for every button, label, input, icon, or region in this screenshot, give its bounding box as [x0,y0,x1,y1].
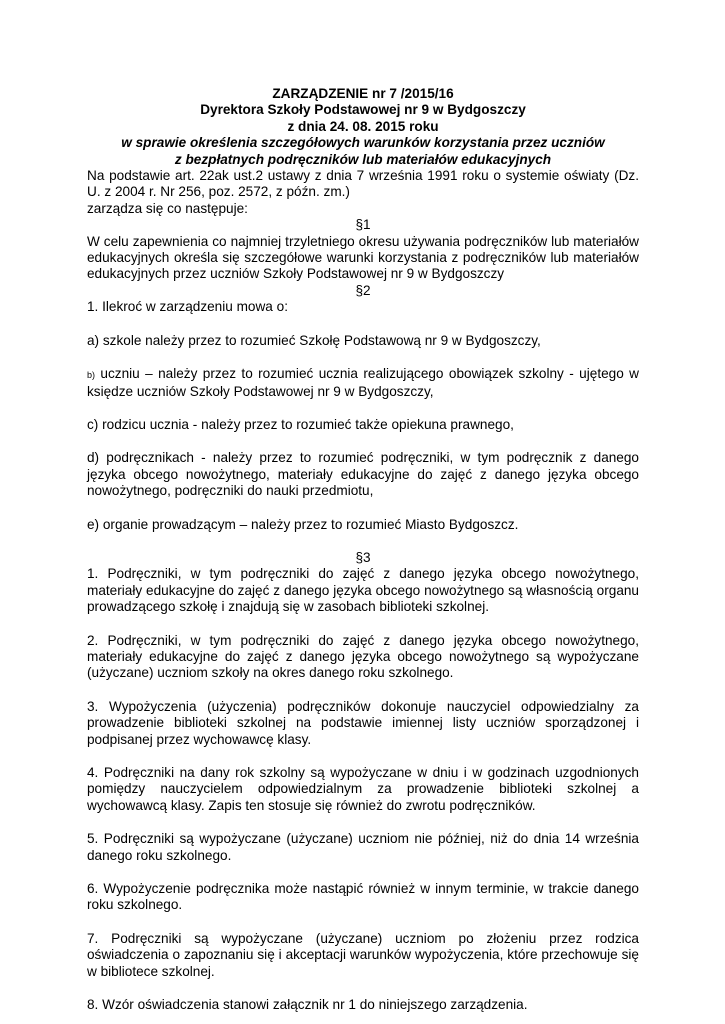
section-3-point-5: 5. Podręczniki są wypożyczane (użyczane) uczniom nie później, niż do dnia 14 września danego roku szkolnego. [87,831,639,863]
section-3-point-4: 4. Podręczniki na dany rok szkolny są wypożyczane w dniu i w godzinach uzgodnionych pomiędzy nauczycielem odpowiedzialnym za prowadzenie biblioteki szkolnej a wychowawcą klasy. Zapis ten stosuje się również do zwrotu podręczników. [87,765,639,813]
spacer [87,814,639,831]
spacer [87,349,639,366]
definition-d: d) podręcznikach - należy przez to rozumieć podręczniki, w tym podręcznik z danego języka obcego nowożytnego, materiały edukacyjne do zajęć z danego języka obcego nowożytnego, podręczniki do nauki przedmiotu, [87,450,639,499]
section-3-sign: §3 [355,549,371,565]
spacer [87,980,639,997]
spacer [87,914,639,931]
document-header [87,86,639,168]
spacer [87,864,639,881]
section-3-point-8: 8. Wzór oświadczenia stanowi załącznik nr 1 do niniejszego zarządzenia. [87,997,528,1013]
header-title: ZARZĄDZENIE nr 7 /2015/16 [272,86,454,101]
spacer [87,616,639,633]
definition-b [87,366,639,400]
spacer [87,533,639,550]
section-2-sign: §2 [355,282,371,298]
spacer [87,500,639,517]
definition-b-text: uczniu – należy przez to rozumieć ucznia realizującego obowiązek szkolny - ujętego w księdze uczniów Szkoły Podstawowej nr 9 w Bydgoszczy, [87,366,639,399]
spacer [87,748,639,765]
definition-b-label: b) [87,370,96,381]
section-3-point-6: 6. Wypożyczenie podręcznika może nastąpić również w innym terminie, w trakcie danego roku szkolnego. [87,881,639,913]
header-subject-line2: z bezpłatnych podręczników lub materiałów edukacyjnych [174,151,552,167]
definition-a: a) szkole należy przez to rozumieć Szkołę Podstawową nr 9 w Bydgoszczy, [87,332,541,348]
header-issuer: Dyrektora Szkoły Podstawowej nr 9 w Bydgoszczy [200,102,526,118]
spacer [87,433,639,450]
section-1-text: W celu zapewnienia co najmniej trzyletniego okresu używania podręczników lub materiałów edukacyjnych określa się szczegółowe warunki korzystania z podręczników lub materiałów edukacyjnych przez uczniów Szkoły Podstawowej nr 9 w Bydgoszczy [87,233,639,282]
section-2-intro: 1. Ilekroć w zarządzeniu mowa o: [87,299,288,315]
section-3-point-2: 2. Podręczniki, w tym podręczniki do zajęć z danego języka obcego nowożytnego, materiały edukacyjne do zajęć z danego języka obcego nowożytnego są wypożyczane (użyczane) uczniom szkoły na okres danego roku szkolnego. [87,632,639,681]
spacer [87,682,639,699]
spacer [87,400,639,417]
section-3-point-7: 7. Podręczniki są wypożyczane (użyczane) uczniom po złożeniu przez rodzica oświadczenia o zapoznaniu się i akceptacji warunków wypożyczenia, które przechowuje się w bibliotece szkolnej. [87,930,639,979]
document-body [87,86,639,1013]
section-3-point-1: 1. Podręczniki, w tym podręczniki do zajęć z danego języka obcego nowożytnego, materiały edukacyjne do zajęć z danego języka obcego nowożytnego są własnością organu prowadzącego szkołę i znajdują się w zasobach biblioteki szkolnej. [87,566,639,615]
section-1-sign: §1 [355,217,371,233]
legal-basis: Na podstawie art. 22ak ust.2 ustawy z dnia 7 września 1991 roku o systemie oświaty (Dz. U. z 2004 r. Nr 256, poz. 2572, z późn. zm.) [87,168,639,200]
orders-statement: zarządza się co następuje: [87,200,248,216]
definition-e: e) organie prowadzącym – należy przez to rozumieć Miasto Bydgoszcz. [87,516,519,532]
header-subject-line1: w sprawie określenia szczegółowych warunków korzystania przez uczniów [121,135,605,151]
definition-c: c) rodzicu ucznia - należy przez to rozumieć także opiekuna prawnego, [87,416,514,432]
spacer [87,316,639,333]
section-3-point-3: 3. Wypożyczenia (użyczenia) podręczników dokonuje nauczyciel odpowiedzialny za prowadzenie biblioteki szkolnej na podstawie imiennej listy uczniów sporządzonej i podpisanej przez wychowawcę klasy. [87,698,639,747]
header-date: z dnia 24. 08. 2015 roku [287,118,439,134]
